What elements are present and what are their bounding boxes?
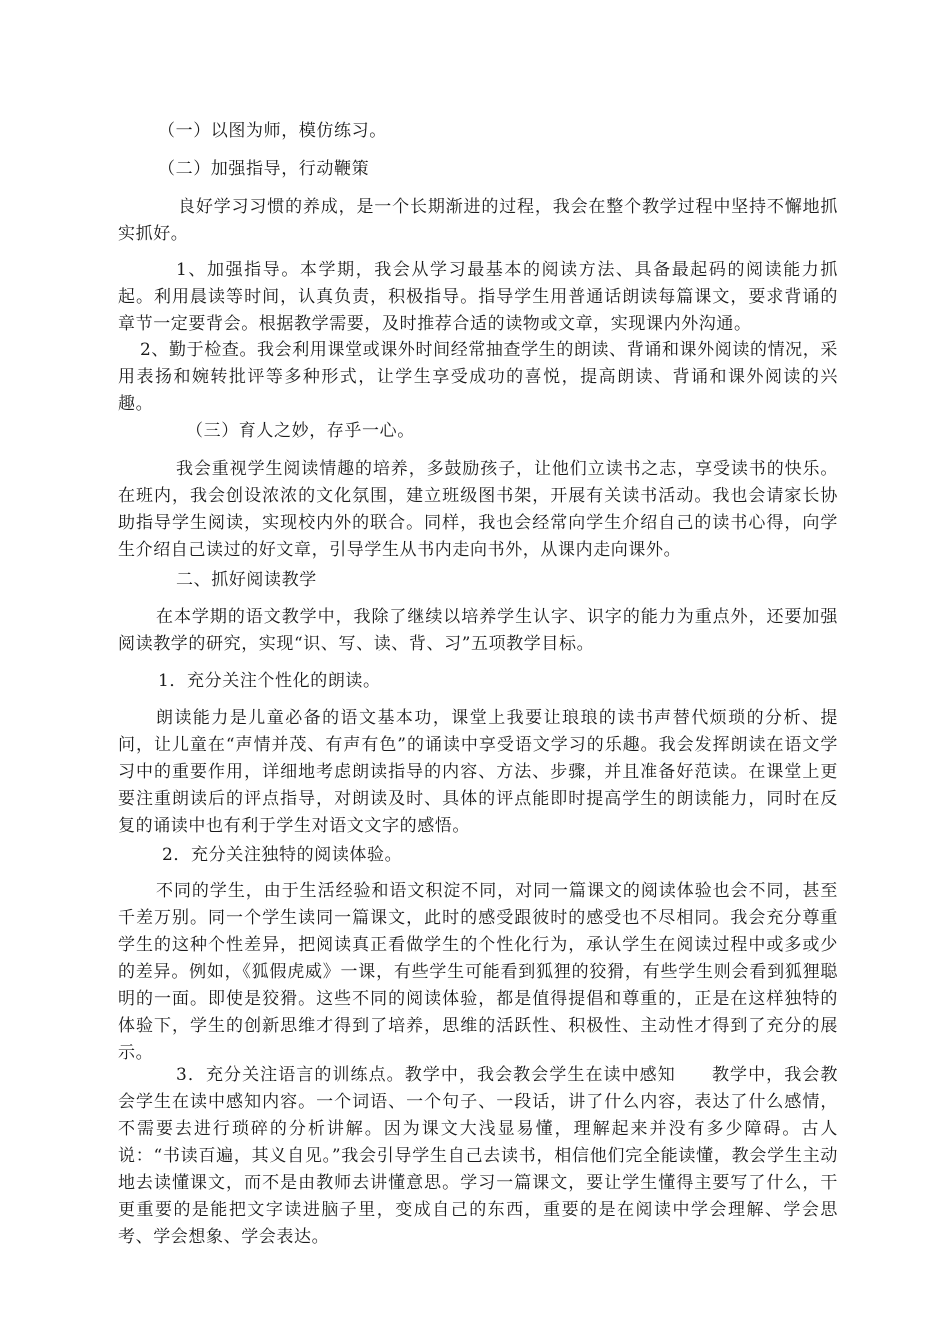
paragraph-oral-reading: 朗读能力是儿童必备的语文基本功，课堂上我要让琅琅的读书声替代烦琐的分析、提问，让儿童在“声情并茂、有声有色”的诵读中享受语文学习的乐趣。我会发挥朗读在语文学习中的重要作用，详细地考虑朗读指导的内容、方法、步骤，并且准备好范读。在课堂上更要注重朗读后的评点指导，对朗读及时、具体的评点能即时提高学生的朗读能力，同时在反复的诵读中也有利于学生对语文文字的感悟。 — [118, 708, 838, 836]
section-heading-2: 二、抓好阅读教学 — [176, 570, 317, 590]
paragraph-check: 2、勤于检查。我会利用课堂或课外时间经常抽查学生的朗读、背诵和课外阅读的情况，采用表扬和婉转批评等多种形式，让学生享受成功的喜悦，提高朗读、背诵和课外阅读的兴趣。 — [118, 340, 838, 414]
paragraph-habit: 良好学习习惯的养成，是一个长期渐进的过程，我会在整个教学过程中坚持不懈地抓实抓好。 — [118, 197, 838, 244]
paragraph-reading-teaching: 在本学期的语文教学中，我除了继续以培养学生认字、识字的能力为重点外，还要加强阅读教学的研究，实现“识、写、读、背、习”五项教学目标。 — [118, 607, 838, 654]
subheading-3: （三）育人之妙，存乎一心。 — [186, 421, 415, 441]
subheading-1: （一）以图为师，模仿练习。 — [158, 121, 387, 141]
item-1-heading: 1．充分关注个性化的朗读。 — [158, 671, 381, 691]
item-2-heading: 2．充分关注独特的阅读体验。 — [162, 845, 403, 865]
subheading-2: （二）加强指导，行动鞭策 — [158, 159, 370, 179]
paragraph-language-training: 3．充分关注语言的训练点。教学中，我会教会学生在读中感知 教学中，我会教会学生在读中感知内容。一个词语、一个句子、一段话，讲了什么内容，表达了什么感情，不需要去进行琐碎的分析讲解。因为课文大浅显易懂，理解起来并没有多少障碍。古人说：“书读百遍，其义自见。”我会引导学生自己去读书，相信他们完全能读懂，教会学生主动地去读懂课文，而不是由教师去讲懂意思。学习一篇课文，要让学生懂得主要写了什么，干更重要的是能把文字读进脑子里，变成自己的东西，重要的是在阅读中学会理解、学会思考、学会想象、学会表达。 — [118, 1065, 838, 1247]
paragraph-interest: 我会重视学生阅读情趣的培养，多鼓励孩子，让他们立读书之志，享受读书的快乐。在班内，我会创设浓浓的文化氛围，建立班级图书架，开展有关读书活动。我也会请家长协助指导学生阅读，实现校内外的联合。同样，我也会经常向学生介绍自己的读书心得，向学生介绍自己读过的好文章，引导学生从书内走向书外，从课内走向课外。 — [118, 459, 838, 560]
paragraph-unique-experience: 不同的学生，由于生活经验和语文积淀不同，对同一篇课文的阅读体验也会不同，甚至千差万别。同一个学生读同一篇课文，此时的感受跟彼时的感受也不尽相同。我会充分尊重学生的这种个性差异，把阅读真正看做学生的个性化行为，承认学生在阅读过程中或多或少的差异。例如，《狐假虎威》一课，有些学生可能看到狐狸的狡猾，有些学生则会看到狐狸聪明的一面。即使是狡猾。这些不同的阅读体验，都是值得提倡和尊重的，正是在这样独特的体验下，学生的创新思维才得到了培养，思维的活跃性、积极性、主动性才得到了充分的展示。 — [118, 881, 838, 1063]
paragraph-guidance: 1、加强指导。本学期，我会从学习最基本的阅读方法、具备最起码的阅读能力抓起。利用晨读等时间，认真负责，积极指导。指导学生用普通话朗读每篇课文，要求背诵的章节一定要背会。根据教学需要，及时推荐合适的读物或文章，实现课内外沟通。 — [118, 260, 838, 334]
